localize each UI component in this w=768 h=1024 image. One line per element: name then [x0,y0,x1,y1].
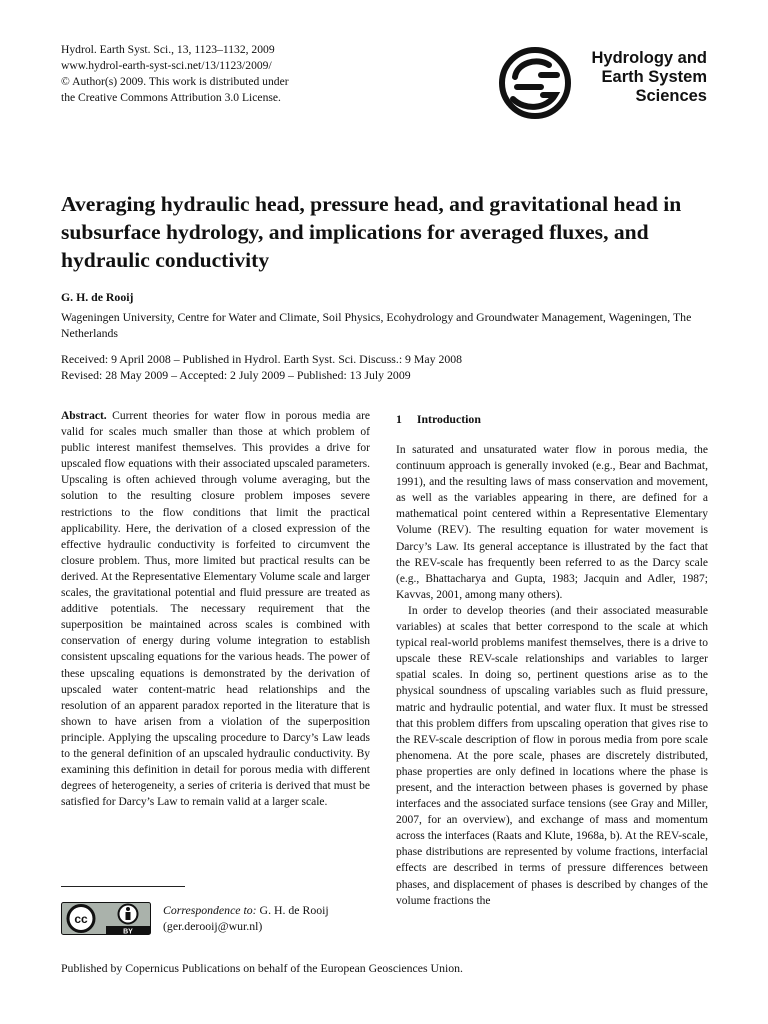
correspondence-note [163,902,393,934]
egu-logo-icon [497,45,573,121]
dates-received: Received: 9 April 2008 – Published in Hydrol. Earth Syst. Sci. Discuss.: 9 May 2008 [61,352,463,366]
abstract [61,408,370,810]
publisher-footer: Published by Copernicus Publications on behalf of the European Geosciences Union. [61,961,463,975]
abstract-text: Current theories for water flow in porous media are valid for scales much smaller than those at which problem of public interest manifest themselves. This provides a drive for upscaled flow equations with their associated upscaled parameters. Upscaling is often achieved through volume averaging, but the solution to the resulting closure problem imposes severe restrictions to the flow conditions that limit the practical applicability. Here, the derivation of a closed expression of the effective hydraulic conductivity is forfeited to circumvent the closure problem. Thus, more limited but practical results can be derived. At the Representative Elementary Volume scale and larger scales, the gravitational potential and fluid pressure are treated as additive potentials. The necessary requirement that the superposition be maintained across scales is combined with conservation of energy during volume integration to establish consistent upscaling equations for the various heads. The power of these upscaling equations is demonstrated by the derivation of upscaled water content-matric head relationships and the resolution of an apparent paradox reported in the literature that is shown to have arisen from a violation of the superposition principle. Applying the upscaling procedure to Darcy’s Law leads to the general definition of an upscaled hydraulic conductivity. By examining this definition in detail for porous media with different degrees of heterogeneity, a series of criteria is derived that must be satisfied for Darcy’s Law to remain valid at a larger scale. [61,410,371,809]
svg-text:cc: cc [74,912,88,926]
publication-dates [61,351,721,383]
journal-name: Hydrology and Earth System Sciences [591,49,707,105]
creative-commons-by-icon[interactable] [61,902,151,935]
abstract-label: Abstract. [61,410,107,422]
paragraph: In order to develop theories (and their associated measurable variables) at scales that better correspond to the scale at which typical real-world problems manifest themselves, there is a drive to upscale these REV-scale relationships and variables to larger spatial scales. In doing so, pertinent questions arise as to the physical soundness of upscaling variables such as fluid pressure, matric and hydraulic potential, and water flux. It must be stressed that this problem differs from upscaling operation that gives rise to the REV-scale description of flow in porous media from pore scale phenomena. At the pore scale, phases are discretely distributed, phase properties are only defined in locations where the phase is present, and the interaction between phases is governed by phase interfaces and the associated surface tensions (see Gray and Miller, 2007, for an overview), and exchange of mass and momentum across the interfaces (Raats and Klute, 1968a, b). At the REV-scale, phase distributions are represented by volume fractions, interfacial effects are described in terms of pressure differences between phases, and displacement of phases is described by changes of the volume fractions the [396,604,708,907]
journal-logo [497,43,709,125]
citation-line: Hydrol. Earth Syst. Sci., 13, 1123–1132, 2009 [61,43,275,56]
citation-url[interactable]: www.hydrol-earth-syst-sci.net/13/1123/2009/ [61,59,272,72]
footnote-divider [61,886,185,887]
correspondence-email[interactable]: (ger.derooij@wur.nl) [163,919,263,933]
citation-line: © Author(s) 2009. This work is distributed under [61,75,289,88]
paragraph: In saturated and unsaturated water flow in porous media, the continuum approach is generally invoked (e.g., Bear and Bachmat, 1991), and the resulting laws of mass conservation and movement, as well as the variables appearing in there, are defined for a mathematical point centered within a Representative Elementary Volume (REV). The resulting equation for water movement is Darcy’s Law. Its general acceptance is illustrated by the fact that the REV-scale has frequently been referred to as the Darcy scale (e.g., Bhattacharya and Gupta, 1983; Jacquin and Adler, 1987; Kavvas, 2001, among many others). [396,444,708,601]
correspondence-label: Correspondence to: [163,903,257,917]
section-heading [396,412,481,427]
author-affiliation: Wageningen University, Centre for Water and Climate, Soil Physics, Ecohydrology and Groundwater Management, Wageningen, The Netherlands [61,310,692,340]
introduction-body [396,442,708,909]
license-badge-text: BY [123,928,133,935]
correspondence-name: G. H. de Rooij [259,903,329,917]
dates-revised: Revised: 28 May 2009 – Accepted: 2 July 2009 – Published: 13 July 2009 [61,368,411,382]
section-title: Introduction [416,412,481,426]
citation-block [61,42,391,106]
section-number: 1 [396,412,402,426]
citation-line: the Creative Commons Attribution 3.0 License. [61,91,281,104]
article-title: Averaging hydraulic head, pressure head, and gravitational head in subsurface hydrology, and implications for averaged fluxes, and hydraulic conductivity [61,192,682,272]
author-name: G. H. de Rooij [61,290,134,304]
